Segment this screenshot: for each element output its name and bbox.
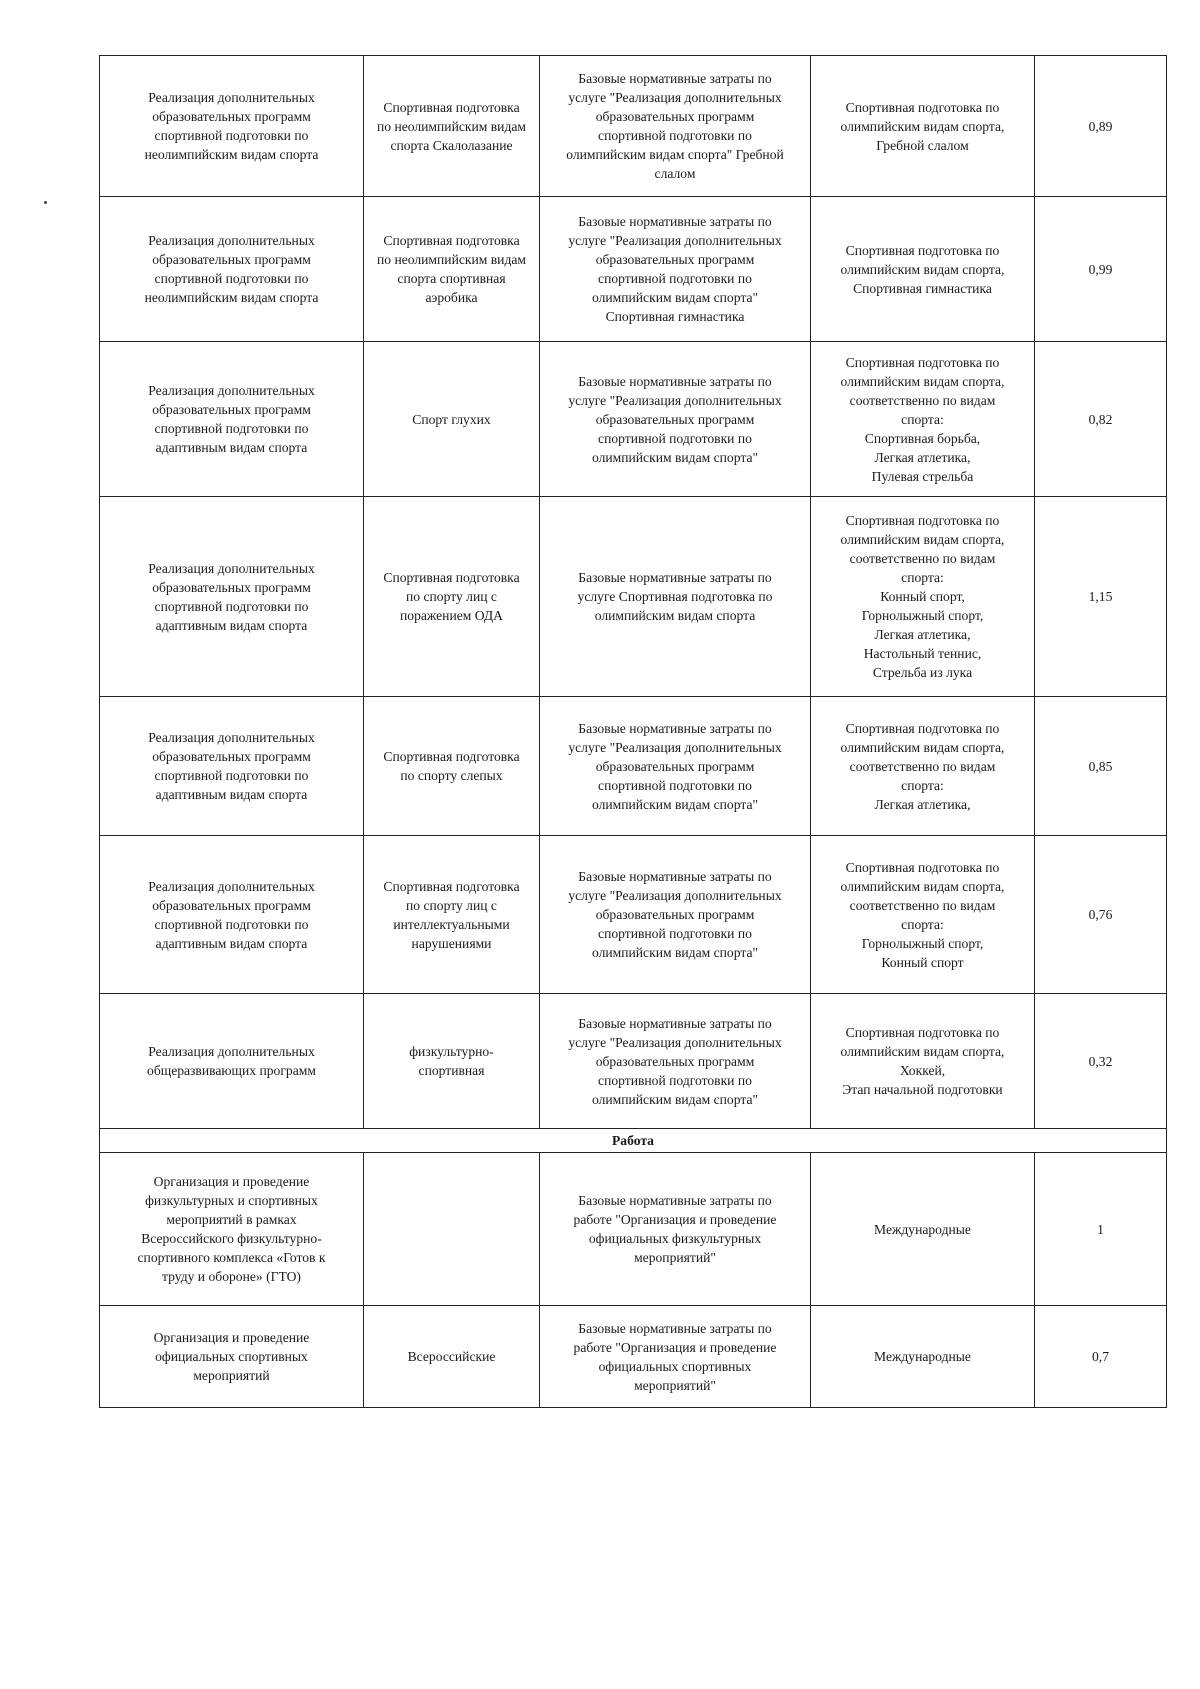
base-cost-cell: Базовые нормативные затраты по услуге "Реализация дополнительных образовательных программ спортивной подготовки по олимпийским видам спорта" Гребной слалом <box>540 56 811 197</box>
table-row <box>100 342 1167 497</box>
olympic-sport-cell: Спортивная подготовка по олимпийским видам спорта, соответственно по видам спорта: Горнолыжный спорт, Конный спорт <box>811 836 1035 994</box>
service-name-cell: Реализация дополнительных образовательных программ спортивной подготовки по адаптивным видам спорта <box>100 342 364 497</box>
olympic-sport-cell: Спортивная подготовка по олимпийским видам спорта, соответственно по видам спорта: Конный спорт, Горнолыжный спорт, Легкая атлетика, Настольный теннис, Стрельба из лука <box>811 497 1035 697</box>
service-name-cell: Реализация дополнительных образовательных программ спортивной подготовки по адаптивным видам спорта <box>100 497 364 697</box>
sport-type-cell: Спорт глухих <box>364 342 540 497</box>
sport-type-cell: Спортивная подготовка по спорту слепых <box>364 697 540 836</box>
base-cost-cell: Базовые нормативные затраты по услуге Спортивная подготовка по олимпийским видам спорта <box>540 497 811 697</box>
section-header-row <box>100 1129 1167 1153</box>
table-row <box>100 836 1167 994</box>
sport-type-cell <box>364 1153 540 1306</box>
scan-speck <box>44 201 47 204</box>
event-level-cell: Международные <box>811 1153 1035 1306</box>
olympic-sport-cell: Спортивная подготовка по олимпийским видам спорта, Гребной слалом <box>811 56 1035 197</box>
sport-type-cell: Спортивная подготовка по спорту лиц с интеллектуальными нарушениями <box>364 836 540 994</box>
base-cost-cell: Базовые нормативные затраты по услуге "Реализация дополнительных образовательных программ спортивной подготовки по олимпийским видам спорта" <box>540 994 811 1129</box>
sport-type-cell: физкультурно- спортивная <box>364 994 540 1129</box>
sport-type-cell: Спортивная подготовка по спорту лиц с поражением ОДА <box>364 497 540 697</box>
olympic-sport-cell: Спортивная подготовка по олимпийским видам спорта, Спортивная гимнастика <box>811 197 1035 342</box>
event-level-cell: Международные <box>811 1306 1035 1408</box>
table-row <box>100 697 1167 836</box>
coefficient-cell: 1 <box>1035 1153 1167 1306</box>
section-title-work: Работа <box>100 1129 1167 1153</box>
coefficient-cell: 1,15 <box>1035 497 1167 697</box>
coefficient-cell: 0,82 <box>1035 342 1167 497</box>
olympic-sport-cell: Спортивная подготовка по олимпийским видам спорта, Хоккей, Этап начальной подготовки <box>811 994 1035 1129</box>
olympic-sport-cell: Спортивная подготовка по олимпийским видам спорта, соответственно по видам спорта: Спортивная борьба, Легкая атлетика, Пулевая стрельба <box>811 342 1035 497</box>
base-cost-cell: Базовые нормативные затраты по услуге "Реализация дополнительных образовательных программ спортивной подготовки по олимпийским видам спорта" <box>540 697 811 836</box>
sport-type-cell: Спортивная подготовка по неолимпийским видам спорта спортивная аэробика <box>364 197 540 342</box>
service-name-cell: Реализация дополнительных образовательных программ спортивной подготовки по неолимпийским видам спорта <box>100 56 364 197</box>
base-cost-cell: Базовые нормативные затраты по услуге "Реализация дополнительных образовательных программ спортивной подготовки по олимпийским видам спорта" <box>540 342 811 497</box>
service-name-cell: Организация и проведение физкультурных и спортивных мероприятий в рамках Всероссийского физкультурно- спортивного комплекса «Готов к труду и обороне» (ГТО) <box>100 1153 364 1306</box>
coefficient-cell: 0,85 <box>1035 697 1167 836</box>
coefficient-cell: 0,7 <box>1035 1306 1167 1408</box>
service-name-cell: Реализация дополнительных образовательных программ спортивной подготовки по неолимпийским видам спорта <box>100 197 364 342</box>
table-row <box>100 1153 1167 1306</box>
table-row <box>100 56 1167 197</box>
coefficient-cell: 0,89 <box>1035 56 1167 197</box>
base-cost-cell: Базовые нормативные затраты по работе "Организация и проведение официальных физкультурных мероприятий" <box>540 1153 811 1306</box>
service-name-cell: Реализация дополнительных образовательных программ спортивной подготовки по адаптивным видам спорта <box>100 836 364 994</box>
service-name-cell: Организация и проведение официальных спортивных мероприятий <box>100 1306 364 1408</box>
base-cost-cell: Базовые нормативные затраты по услуге "Реализация дополнительных образовательных программ спортивной подготовки по олимпийским видам спорта" Спортивная гимнастика <box>540 197 811 342</box>
base-cost-cell: Базовые нормативные затраты по работе "Организация и проведение официальных спортивных мероприятий" <box>540 1306 811 1408</box>
table-row <box>100 497 1167 697</box>
table-row <box>100 197 1167 342</box>
service-name-cell: Реализация дополнительных образовательных программ спортивной подготовки по адаптивным видам спорта <box>100 697 364 836</box>
olympic-sport-cell: Спортивная подготовка по олимпийским видам спорта, соответственно по видам спорта: Легкая атлетика, <box>811 697 1035 836</box>
service-name-cell: Реализация дополнительных общеразвивающих программ <box>100 994 364 1129</box>
coefficient-cell: 0,99 <box>1035 197 1167 342</box>
table-row <box>100 994 1167 1129</box>
cost-coefficients-table <box>99 55 1167 1408</box>
coefficient-cell: 0,32 <box>1035 994 1167 1129</box>
sport-type-cell: Всероссийские <box>364 1306 540 1408</box>
coefficient-cell: 0,76 <box>1035 836 1167 994</box>
sport-type-cell: Спортивная подготовка по неолимпийским видам спорта Скалолазание <box>364 56 540 197</box>
base-cost-cell: Базовые нормативные затраты по услуге "Реализация дополнительных образовательных программ спортивной подготовки по олимпийским видам спорта" <box>540 836 811 994</box>
table-row <box>100 1306 1167 1408</box>
